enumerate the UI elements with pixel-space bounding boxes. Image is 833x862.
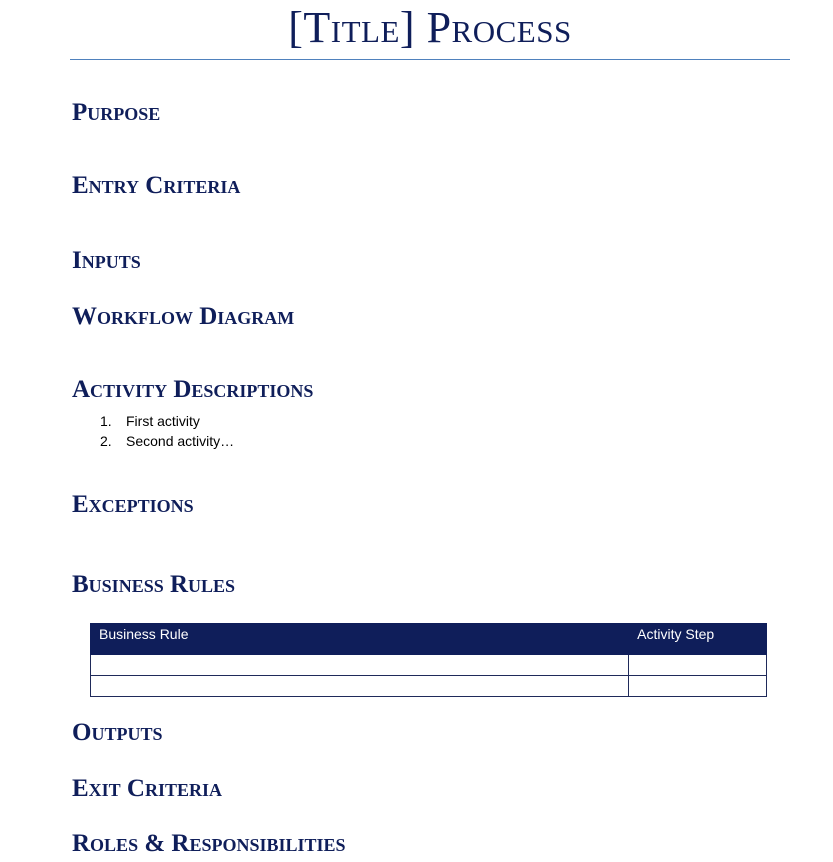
table-header-activity-step: Activity Step — [629, 624, 767, 655]
table-row — [91, 655, 767, 676]
heading-inputs: Inputs — [72, 247, 141, 274]
list-item — [100, 431, 234, 451]
list-item-number: 1. — [100, 413, 112, 429]
list-item-text: First activity — [126, 413, 200, 429]
table-cell[interactable] — [629, 676, 767, 697]
heading-business-rules: Business Rules — [72, 571, 236, 598]
table-header-business-rule: Business Rule — [91, 624, 629, 655]
list-item — [100, 411, 234, 431]
activity-list — [100, 411, 234, 451]
heading-workflow-diagram: Workflow Diagram — [72, 303, 295, 330]
heading-exceptions: Exceptions — [72, 491, 194, 518]
table-cell[interactable] — [91, 676, 629, 697]
heading-roles-responsibilities: Roles & Responsibilities — [72, 830, 346, 857]
list-item-text: Second activity… — [126, 433, 235, 449]
title-divider — [70, 59, 790, 60]
heading-entry-criteria: Entry Criteria — [72, 172, 241, 199]
heading-exit-criteria: Exit Criteria — [72, 775, 223, 802]
business-rules-table — [90, 623, 767, 697]
heading-purpose: Purpose — [72, 99, 161, 126]
table-row — [91, 676, 767, 697]
list-item-number: 2. — [100, 433, 112, 449]
page-title: [Title] Process — [288, 3, 572, 52]
table-cell[interactable] — [91, 655, 629, 676]
table-cell[interactable] — [629, 655, 767, 676]
heading-activity-descriptions: Activity Descriptions — [72, 376, 314, 403]
heading-outputs: Outputs — [72, 719, 163, 746]
table-header-row — [91, 624, 767, 655]
